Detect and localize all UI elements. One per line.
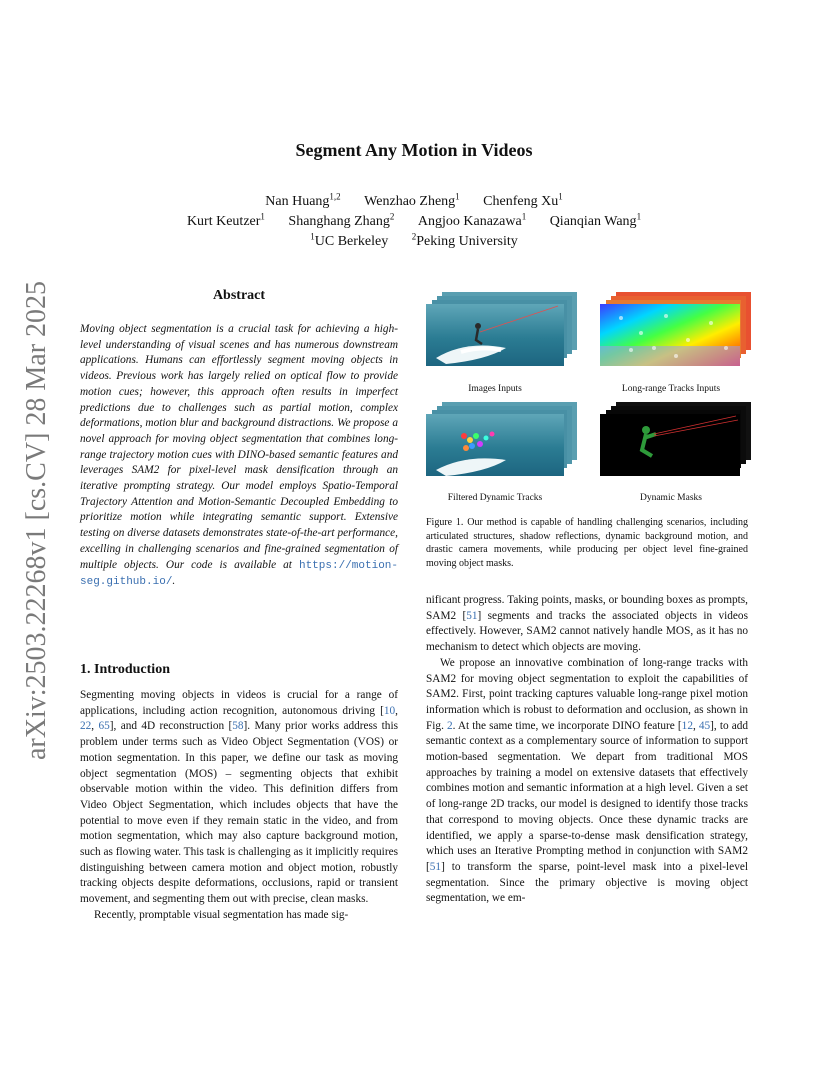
citation-link[interactable]: 58: [232, 720, 244, 733]
project-url-link[interactable]: https://motion-seg.github.io/: [80, 559, 399, 589]
abstract-text: Moving object segmentation is a crucial task for achieving a high-level understanding of visual scenes and has numerous downstream applications. Humans can effortlessly segment moving objects in videos. Previous work has largely relied on optical flow to provide motion cues; however, this approach often results in imperfect predictions due to challenges such as partial motion, complex deformations, motion blur and background distractions. We propose a novel approach for moving object segmentation that combines long-range trajectory motion cues with DINO-based semantic features and leverages SAM2 for pixel-level mask densification through an iterative prompting strategy. Our model employs Spatio-Temporal Trajectory Attention and Motion-Semantic Decoupled Embedding to prioritize motion while integrating semantic support. Extensive testing on diverse datasets demonstrates state-of-the-art performance, excelling in challenging scenarios and fine-grained segmentation of multiple objects. Our code is available at: [80, 323, 398, 571]
right-paragraph-1: nificant progress. Taking points, masks, or bounding boxes as prompts, SAM2 [51] segments and tracks the associated objects in videos effectively. However, SAM2 cannot natively handle MOS, as it has no mechanism to detect which objects are moving.: [426, 594, 748, 654]
figure-label-dynamic-masks: Dynamic Masks: [639, 493, 702, 503]
arxiv-identifier: arXiv:2503.22268v1 [cs.CV] 28 Mar 2025: [21, 280, 52, 760]
author: Chenfeng Xu$^1$: [483, 191, 563, 209]
citation-link[interactable]: 12: [681, 719, 693, 732]
intro-paragraph-2: Recently, promptable visual segmentation has made sig-: [94, 908, 349, 921]
filtered-dynamic-tracks-panel: [426, 402, 577, 476]
citation-link[interactable]: 45: [698, 719, 711, 732]
citation-link[interactable]: 51: [466, 609, 478, 622]
author: Wenzhao Zheng$^1$: [364, 191, 460, 209]
long-range-tracks-panel: [600, 292, 751, 366]
section-heading-introduction: 1. Introduction: [80, 662, 170, 677]
affiliations: [0, 231, 828, 250]
author: Kurt Keutzer$^1$: [186, 211, 265, 229]
abstract-body: Moving object segmentation is a crucial task for achieving a high-level understanding of visual scenes and has numerous downstream applications. Humans can effortlessly segment moving objects in videos. Previous work has largely relied on optical flow to provide motion cues; however, this approach often results in imperfect predictions due to challenges such as partial motion, complex deformations, motion blur and background distractions. We propose a novel approach for moving object segmentation that combines long-range trajectory motion cues with DINO-based semantic features and leverages SAM2 for pixel-level mask densification through an iterative prompting strategy. Our model employs Spatio-Temporal Trajectory Attention and Motion-Semantic Decoupled Embedding to prioritize motion while integrating semantic support. Extensive testing on diverse datasets demonstrates state-of-the-art performance, excelling in challenging scenarios and fine-grained segmentation of multiple objects. Our code is available at https://motion-seg.github.io/.: [80, 323, 399, 589]
affiliation: $^1$UC Berkeley: [310, 231, 389, 249]
abstract-heading: Abstract: [212, 288, 266, 303]
dynamic-masks-panel: [600, 402, 751, 476]
introduction-body: [80, 688, 398, 924]
right-paragraph-2: We propose an innovative combination of long-range tracks with SAM2 for moving object segmentation to exploit the capabilities of SAM2. First, point tracking captures valuable long-range pixel motion information which is robust to deformation and occlusion, as shown in Fig. 2. At the same time, we incorporate DINO feature [12, 45], to add semantic context as a complementary source of information to support motion-based segmentation. We depart from traditional MOS approaches by training a model on extensive datasets that effectively combines motion and semantic information at a high level. Given a set of long-range 2D tracks, our model is designed to identify those tracks that correspond to moving objects. Once these dynamic tracks are identified, we apply a sparse-to-dense mask densification strategy, which uses an Iterative Prompting method in conjunction with SAM2 [51] to transform the sparse, point-level mask into a pixel-level segmentation. Since the primary objective is moving object segmentation, we em-: [426, 656, 749, 905]
affiliation: $^2$Peking University: [411, 231, 518, 249]
figure-1: [426, 288, 756, 513]
author: Qianqian Wang$^1$: [549, 211, 642, 229]
right-column-body: [426, 593, 748, 907]
paper-title: Segment Any Motion in Videos: [295, 140, 533, 160]
citation-link[interactable]: 10: [383, 704, 396, 717]
figure-label-filtered-dynamic-tracks: Filtered Dynamic Tracks: [447, 493, 543, 503]
figure-1-caption: Figure 1. Our method is capable of handling challenging scenarios, including articulated structures, shadow reflections, dynamic background motion, and drastic camera movements, while producing per object level fine-grained moving object masks.: [426, 517, 748, 569]
figure-label-images-inputs: Images Inputs: [468, 384, 522, 394]
author: Shanghang Zhang$^2$: [288, 211, 395, 229]
citation-link[interactable]: 51: [429, 860, 442, 873]
images-inputs-panel: [426, 292, 577, 366]
author: Nan Huang$^{1,2}$: [265, 191, 341, 209]
figure-reference-link[interactable]: 2: [446, 719, 453, 732]
citation-link[interactable]: 22: [80, 720, 92, 733]
citation-link[interactable]: 65: [98, 720, 110, 733]
figure-label-long-range-tracks: Long-range Tracks Inputs: [621, 384, 721, 394]
author: Angjoo Kanazawa$^1$: [417, 211, 527, 229]
intro-paragraph-1: Segmenting moving objects in videos is crucial for a range of applications, including action recognition, autonomous driving [10, 22, 65], and 4D reconstruction [58]. Many prior works address this problem under terms such as Video Object Segmentation (VOS) or motion segmentation. In this paper, we define our task as moving object segmentation (MOS) – segmenting objects that exhibit observable motion within the video. This definition differs from Video Object Segmentation, which includes objects that have the potential to move even if they remain static in the video, and from motion segmentation, which may also capture background motion, such as flowing water. This task is challenging as it implicitly requires distinguishing between camera motion and object motion, robustly tracking objects despite deformations, occlusions, rapid or transient movement, and segmenting them out with precise, clean masks.: [80, 689, 398, 906]
authors-line-2: [0, 211, 828, 230]
figure-1-graphic: [426, 288, 756, 513]
authors-line-1: [0, 191, 828, 210]
